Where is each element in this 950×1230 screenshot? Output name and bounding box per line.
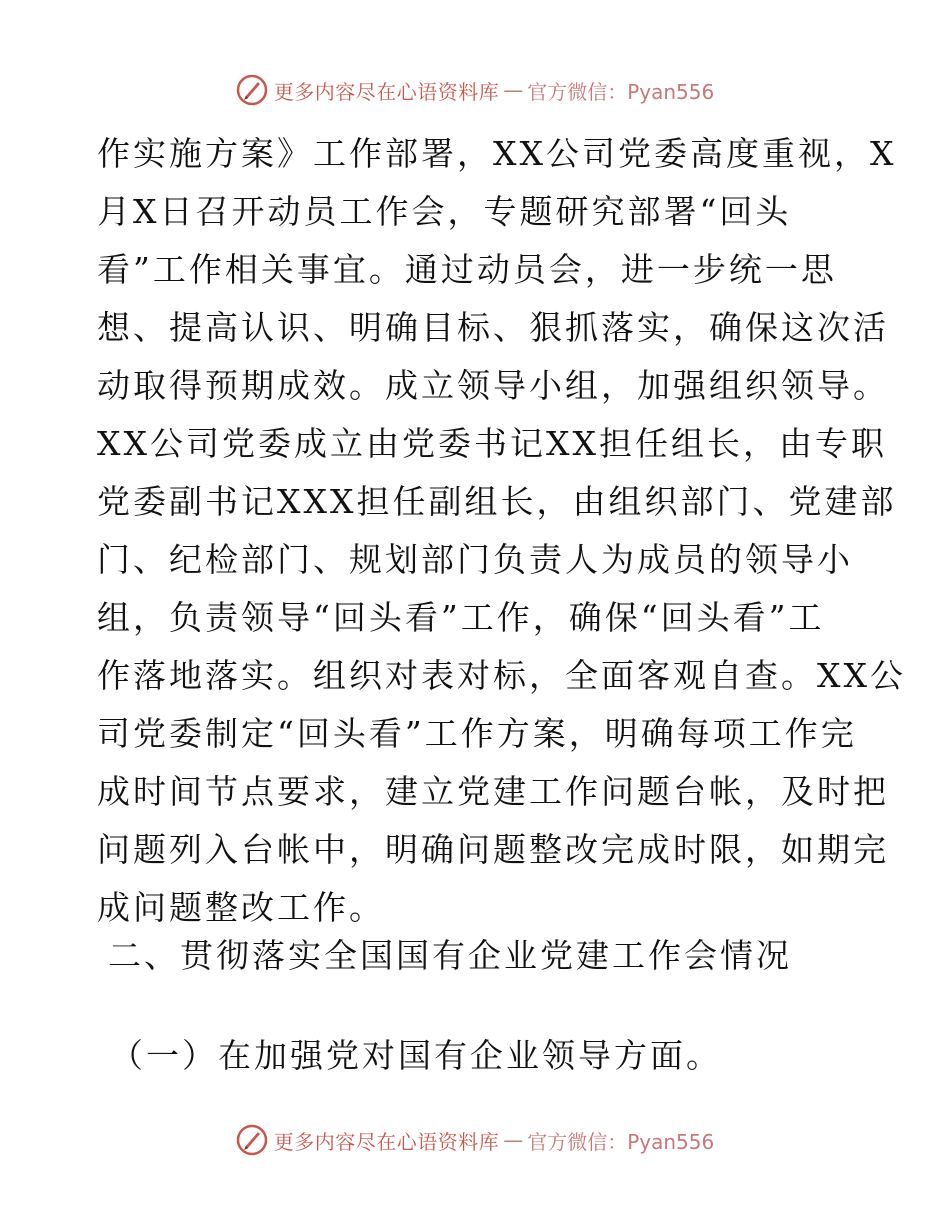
paragraph-line: 看”工作相关事宜。通过动员会，进一步统一思 — [97, 250, 837, 289]
paragraph-line: 党委副书记XXX担任副组长，由组织部门、党建部 — [97, 482, 897, 521]
paragraph-line: 想、提高认识、明确目标、狠抓落实，确保这次活 — [97, 308, 889, 347]
main-paragraph — [97, 125, 906, 937]
header-separator: — — [503, 78, 524, 102]
paragraph-line: XX公司党委成立由党委书记XX担任组长，由专职 — [97, 424, 887, 463]
paragraph-line: 动取得预期成效。成立领导小组，加强组织领导。 — [97, 366, 889, 405]
footer-separator: — — [503, 1128, 524, 1152]
paragraph-line: 组，负责领导“回头看”工作，确保“回头看”工 — [97, 598, 825, 637]
section-heading: 二、贯彻落实全国国有企业党建工作会情况 — [108, 936, 792, 975]
paragraph-line: 作实施方案》工作部署，XX公司党委高度重视，X — [97, 134, 897, 173]
header-promo-text: 更多内容尽在心语资料库 — [273, 79, 500, 104]
paragraph-line: 问题列入台帐中，明确问题整改完成时限，如期完 — [97, 830, 889, 869]
quill-logo-icon — [236, 74, 268, 106]
header-banner — [0, 70, 950, 110]
subsection-heading: （一）在加强党对国有企业领导方面。 — [110, 1036, 722, 1075]
footer-promo-text: 更多内容尽在心语资料库 — [273, 1129, 500, 1154]
header-wechat-text: 官方微信：Pyan556 — [527, 79, 715, 104]
footer-wechat-text: 官方微信：Pyan556 — [527, 1129, 715, 1154]
paragraph-line: 作落地落实。组织对表对标，全面客观自查。XX公 — [97, 656, 906, 695]
paragraph-line: 司党委制定“回头看”工作方案，明确每项工作完 — [97, 714, 857, 753]
paragraph-line: 成问题整改工作。 — [97, 888, 385, 927]
footer-banner — [0, 1120, 950, 1160]
paragraph-line: 成时间节点要求，建立党建工作问题台帐，及时把 — [97, 772, 889, 811]
quill-logo-icon — [236, 1124, 268, 1156]
paragraph-line: 门、纪检部门、规划部门负责人为成员的领导小 — [97, 540, 853, 579]
paragraph-line: 月X日召开动员工作会，专题研究部署“回头 — [97, 192, 792, 231]
